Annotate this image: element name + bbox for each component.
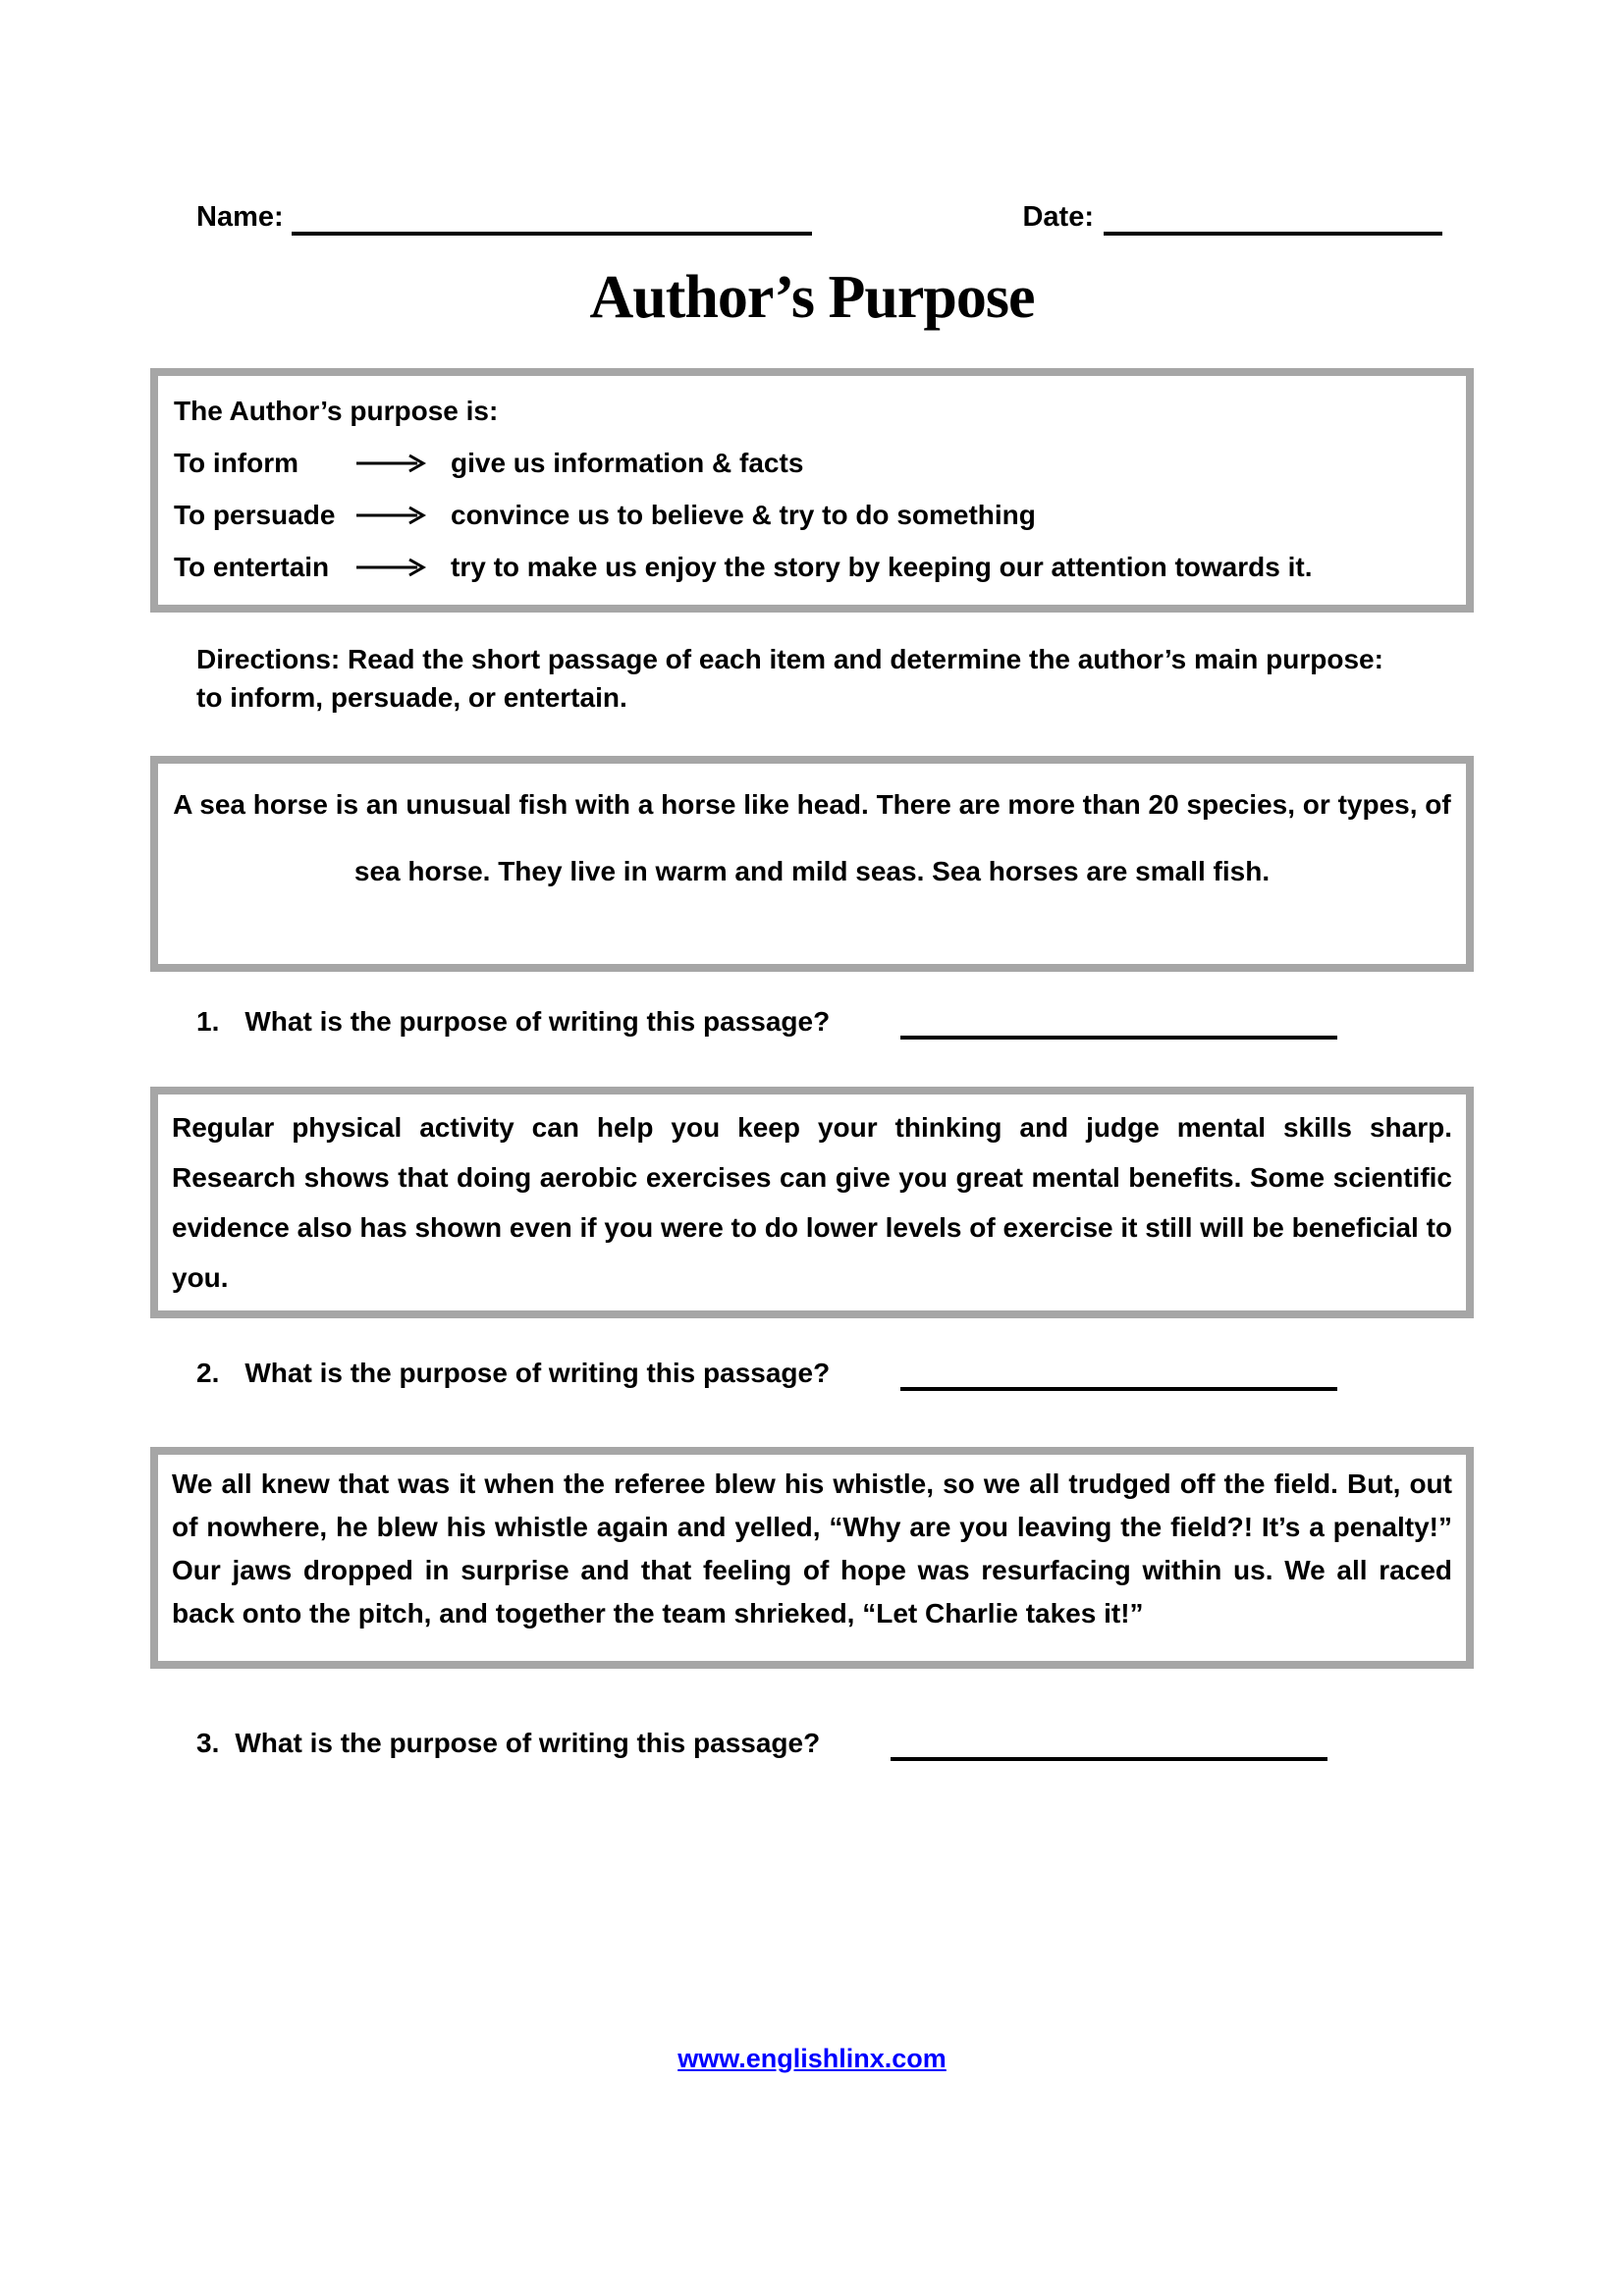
answer-blank-2[interactable] bbox=[900, 1358, 1337, 1391]
date-blank[interactable] bbox=[1104, 202, 1442, 236]
question-number: 2. bbox=[196, 1358, 220, 1388]
answer-blank-1[interactable] bbox=[900, 1006, 1337, 1040]
inform-label: To inform bbox=[174, 447, 299, 478]
directions-text: Directions: Read the short passage of each item and determine the author’s main purpose: to inform, persuade, or entertain. bbox=[196, 644, 1383, 713]
page-title: Author’s Purpose bbox=[589, 264, 1035, 331]
info-row-inform bbox=[174, 437, 1450, 489]
answer-blank-3[interactable] bbox=[891, 1728, 1327, 1761]
question-text: What is the purpose of writing this passage? bbox=[235, 1728, 821, 1758]
entertain-description: try to make us enjoy the story by keeping our attention towards it. bbox=[451, 551, 1313, 582]
footer-link[interactable]: www.englishlinx.com bbox=[677, 2044, 947, 2073]
arrow-right-icon bbox=[352, 505, 429, 526]
name-label: Name: bbox=[196, 201, 284, 233]
question-text: What is the purpose of writing this passage? bbox=[244, 1358, 831, 1388]
name-field bbox=[196, 201, 812, 236]
arrow-right-icon bbox=[352, 453, 429, 474]
question-text: What is the purpose of writing this passage? bbox=[244, 1006, 831, 1037]
question-row-3 bbox=[196, 1728, 1624, 1761]
arrow-right-icon bbox=[352, 557, 429, 578]
question-row-2 bbox=[196, 1358, 1624, 1391]
passage-box-1: A sea horse is an unusual fish with a horse like head. There are more than 20 species, or types, of sea horse. They live in warm and mild seas. Sea horses are small fish. bbox=[150, 756, 1474, 972]
purpose-info-box bbox=[150, 368, 1474, 613]
date-field bbox=[1022, 201, 1442, 236]
persuade-label: To persuade bbox=[174, 499, 336, 530]
passage-box-2: Regular physical activity can help you keep your thinking and judge mental skills sharp. Research shows that doing aerobic exercises can give you great mental benefits. Some scientific evidence also has shown even if you were to do lower levels of exercise it still will be beneficial to you. bbox=[150, 1087, 1474, 1318]
persuade-description: convince us to believe & try to do something bbox=[451, 499, 1036, 530]
date-label: Date: bbox=[1022, 201, 1094, 233]
info-heading: The Author’s purpose is: bbox=[174, 396, 499, 426]
question-number: 3. bbox=[196, 1728, 220, 1758]
footer bbox=[0, 2044, 1624, 2074]
inform-description: give us information & facts bbox=[451, 447, 804, 478]
question-number: 1. bbox=[196, 1006, 220, 1037]
passage-box-3: We all knew that was it when the referee blew his whistle, so we all trudged off the field. But, out of nowhere, he blew his whistle again and yelled, “Why are you leaving the field?! It’s a penalty!” Our jaws dropped in surprise and that feeling of hope was resurfacing within us. We all raced back onto the pitch, and together the team shrieked, “Let Charlie takes it!” bbox=[150, 1447, 1474, 1669]
name-blank[interactable] bbox=[292, 202, 812, 236]
info-row-entertain bbox=[174, 541, 1450, 593]
entertain-label: To entertain bbox=[174, 551, 330, 582]
header-row bbox=[196, 201, 1442, 236]
info-row-persuade bbox=[174, 489, 1450, 541]
question-row-1 bbox=[196, 1006, 1624, 1040]
